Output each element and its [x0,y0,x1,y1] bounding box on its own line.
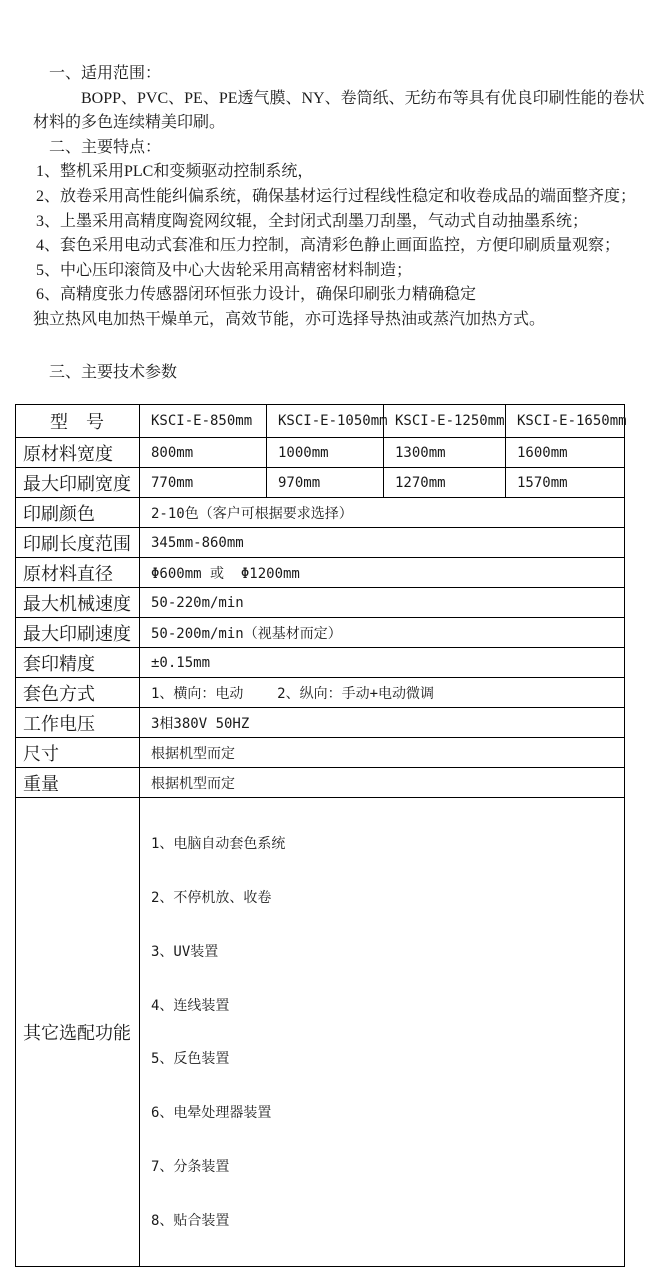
optional-feature-line: 5、反色装置 [151,1051,230,1068]
optional-feature-line: 2、不停机放、收卷 [151,889,272,906]
table-row [16,648,625,678]
spec-value-cell: 345mm-860mm [140,528,625,558]
spec-value-cell: 根据机型而定 [140,738,625,768]
feature-item-4: 4、套色采用电动式套准和压力控制，高清彩色静止画面监控，方便印刷质量观察； [36,237,621,255]
spec-value-cell: 800mm [140,438,267,468]
spec-label-cell: 原材料宽度 [16,438,140,468]
spec-value-cell: 1600mm [506,438,625,468]
spec-value-cell: 50-220m/min [140,588,625,618]
model-name-cell: KSCI-E-1250mm [384,405,506,438]
model-label-cell: 型 号 [16,405,140,438]
spec-value-cell: 770mm [140,468,267,498]
specs-table [15,404,625,1266]
feature-item-3: 3、上墨采用高精度陶瓷网纹辊，全封闭式刮墨刀刮墨，气动式自动抽墨系统； [36,212,589,230]
scope-heading: 一、适用范围： [49,65,162,82]
spec-label-cell: 其它选配功能 [16,798,140,1266]
spec-value-cell: 根据机型而定 [140,768,625,798]
spec-value-cell: 970mm [267,468,384,498]
spec-value-cell: Φ600mm 或 Φ1200mm [140,558,625,588]
table-row [16,618,625,648]
table-row [16,708,625,738]
optional-feature-line: 3、UV装置 [151,943,219,960]
spec-value-cell: 1570mm [506,468,625,498]
spec-label-cell: 工作电压 [16,708,140,738]
optional-feature-line: 8、贴合装置 [151,1212,230,1229]
table-row [16,528,625,558]
table-row [16,768,625,798]
feature-item-5: 5、中心压印滚筒及中心大齿轮采用高精密材料制造； [36,261,413,279]
spec-value-cell: 1270mm [384,468,506,498]
optional-features-cell [140,798,625,1266]
optional-feature-line: 6、电晕处理器装置 [151,1105,272,1122]
spec-value-cell: 1300mm [384,438,506,468]
table-row-optional-features [16,798,625,1266]
model-name-cell: KSCI-E-1650mm [506,405,625,438]
spec-label-cell: 套色方式 [16,678,140,708]
table-row [16,678,625,708]
features-footnote: 独立热风电加热干燥单元，高效节能，亦可选择导热油或蒸汽加热方式。 [33,310,546,328]
spec-label-cell: 重量 [16,768,140,798]
spec-value-cell: 3相380V 50HZ [140,708,625,738]
optional-feature-line: 7、分条装置 [151,1158,230,1175]
specs-heading: 三、主要技术参数 [49,363,178,381]
table-row [16,498,625,528]
optional-feature-line: 4、连线装置 [151,997,230,1014]
table-row [16,588,625,618]
spec-value-cell: 2-10色（客户可根据要求选择） [140,498,625,528]
table-row [16,438,625,468]
scope-body-line-2: 材料的多色连续精美印刷。 [33,114,226,132]
spec-value-cell: 1、横向：电动 2、纵向：手动+电动微调 [140,678,625,708]
scope-body-line-1: BOPP、PVC、PE、PE透气膜、NY、卷筒纸、无纺布等具有优良印刷性能的卷状 [81,89,645,107]
model-name-cell: KSCI-E-1050mm [267,405,384,438]
spec-label-cell: 印刷长度范围 [16,528,140,558]
table-header-row [16,405,625,438]
spec-label-cell: 尺寸 [16,738,140,768]
features-heading: 二、主要特点： [49,138,162,156]
optional-feature-line: 1、电脑自动套色系统 [151,836,286,853]
model-name-cell: KSCI-E-850mm [140,405,267,438]
spec-label-cell: 印刷颜色 [16,498,140,528]
feature-item-6: 6、高精度张力传感器闭环恒张力设计，确保印刷张力精确稳定 [36,286,477,304]
table-row [16,558,625,588]
table-row [16,738,625,768]
feature-item-1: 1、整机采用PLC和变频驱动控制系统， [36,163,314,181]
spec-value-cell: 1000mm [267,438,384,468]
spec-value-cell: ±0.15mm [140,648,625,678]
spec-value-cell: 50-200m/min（视基材而定） [140,618,625,648]
feature-item-2: 2、放卷采用高性能纠偏系统，确保基材运行过程线性稳定和收卷成品的端面整齐度； [36,187,637,205]
spec-label-cell: 套印精度 [16,648,140,678]
spec-label-cell: 最大印刷宽度 [16,468,140,498]
table-row [16,468,625,498]
spec-label-cell: 最大印刷速度 [16,618,140,648]
spec-label-cell: 原材料直径 [16,558,140,588]
spec-label-cell: 最大机械速度 [16,588,140,618]
